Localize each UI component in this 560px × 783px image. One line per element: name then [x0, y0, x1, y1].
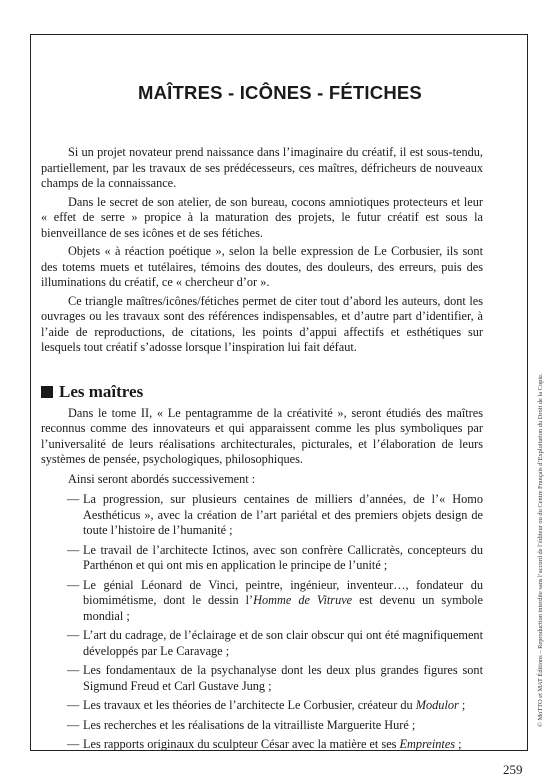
- list-item: [41, 663, 483, 694]
- dash-marker: —: [67, 628, 80, 642]
- list-item-text: Les fondamentaux de la psychanalyse dont les deux plus grandes figures sont Sigmund Freud et Carl Gustave Jung ;: [83, 663, 483, 693]
- list-item-text: Les recherches et les réalisations de la vitrailliste Marguerite Huré ;: [83, 717, 416, 732]
- copyright-note: © MoTTO et MAT Éditions – Reproduction interdite sans l’accord de l’éditeur ou du Centre Français d’Exploitation du Droit de la Copie.: [537, 373, 544, 727]
- list-item-emphasis: Modulor: [415, 698, 459, 712]
- list-item: [41, 628, 483, 659]
- page-number: 259: [503, 762, 523, 777]
- list-item-text-start: Les travaux et les théories de l’architecte Le Corbusier, créateur du: [83, 698, 416, 712]
- list-item-emphasis: Homme de Vitruve: [253, 593, 353, 607]
- list-item: [41, 492, 483, 539]
- intro-paragraph-3: Objets « à réaction poétique », selon la belle expression de Le Corbusier, ils sont des totems muets et tutélaires, témoins des doutes, des douleurs, des erreurs, puis des illuminations du créatif, ce « chercheur d’or ».: [41, 244, 483, 289]
- list-item-text-end: est devenu un symbole mondial ;: [83, 593, 483, 623]
- page-title: MAÎTRES - ICÔNES - FÉTICHES: [138, 82, 422, 103]
- list-item: [41, 698, 483, 714]
- section-intro: Dans le tome II, « Le pentagramme de la créativité », seront étudiés des maîtres reconnus comme des innovateurs et qui apparaissent comme les plus symboliques par l’universalité de leurs réalisations architecturales, picturales, et l’élaboration de leurs systèmes de pensée, psychologiques, philosophiques.: [41, 405, 483, 466]
- intro-paragraph-2: Dans le secret de son atelier, de son bureau, cocons amniotiques protecteurs et leur « effet de serre » propice à la maturation des projets, le futur créatif est sous la bienveillance de ses icônes et de ses fétiches.: [41, 194, 483, 240]
- dash-marker: —: [67, 717, 80, 732]
- dash-marker: —: [67, 698, 80, 712]
- dash-marker: —: [67, 737, 80, 751]
- list-item: [41, 737, 483, 753]
- list-item-emphasis: Empreintes: [399, 737, 456, 751]
- intro-paragraph-4: Ce triangle maîtres/icônes/fétiches permet de citer tout d’abord les auteurs, dont les ouvrages ou les travaux sont des références indispensables, et d’autre part d’identifier, à l’aide de reproductions, de citations, les points d’appui affectifs et esthétiques sur lesquels tout créatif s’adosse lorsque l’inspiration lui fait défaut.: [41, 293, 483, 354]
- dash-marker: —: [67, 663, 80, 677]
- dash-marker: —: [67, 542, 80, 557]
- square-bullet-icon: [41, 386, 53, 398]
- dash-marker: —: [67, 492, 80, 506]
- list-item: [41, 718, 483, 734]
- dash-marker: —: [67, 577, 80, 592]
- section-lead: Ainsi seront abordés successivement :: [68, 471, 256, 486]
- list-item-text-end: ;: [458, 698, 466, 712]
- list-item-text: L’art du cadrage, de l’éclairage et de son clair obscur qui ont été magnifiquement développés par Le Caravage ;: [83, 628, 483, 658]
- list-item-text: La progression, sur plusieurs centaines de milliers d’années, de l’« Homo Aesthéticus », avec la création de l’art pariétal et des premiers objets design de toute l’histoire de l’humanité ;: [83, 492, 483, 537]
- list-item: [41, 578, 483, 625]
- section-heading-label: Les maîtres: [59, 381, 144, 401]
- list-item-text-start: Les rapports originaux du sculpteur César avec la matière et ses: [83, 737, 400, 751]
- list-item: [41, 543, 483, 574]
- page-body: [41, 145, 483, 757]
- list-item-text-start: Le génial Léonard de Vinci, peintre, ingénieur, inventeur…, fondateur du biomimétisme, dont le dessin l’: [83, 577, 483, 607]
- masters-list: [41, 492, 483, 753]
- intro-paragraph-1: Si un projet novateur prend naissance dans l’imaginaire du créatif, il est sous-tendu, partiellement, par les travaux de ses prédécesseurs, ces maîtres, défricheurs de nouveaux champs de la connaissance.: [41, 145, 483, 190]
- list-item-text: Le travail de l’architecte Ictinos, avec son confrère Callicratès, concepteurs du Parthénon et qui ont mis en application le principe de l’unité ;: [83, 542, 483, 572]
- list-item-text-end: ;: [455, 737, 462, 751]
- section-heading: [41, 382, 483, 402]
